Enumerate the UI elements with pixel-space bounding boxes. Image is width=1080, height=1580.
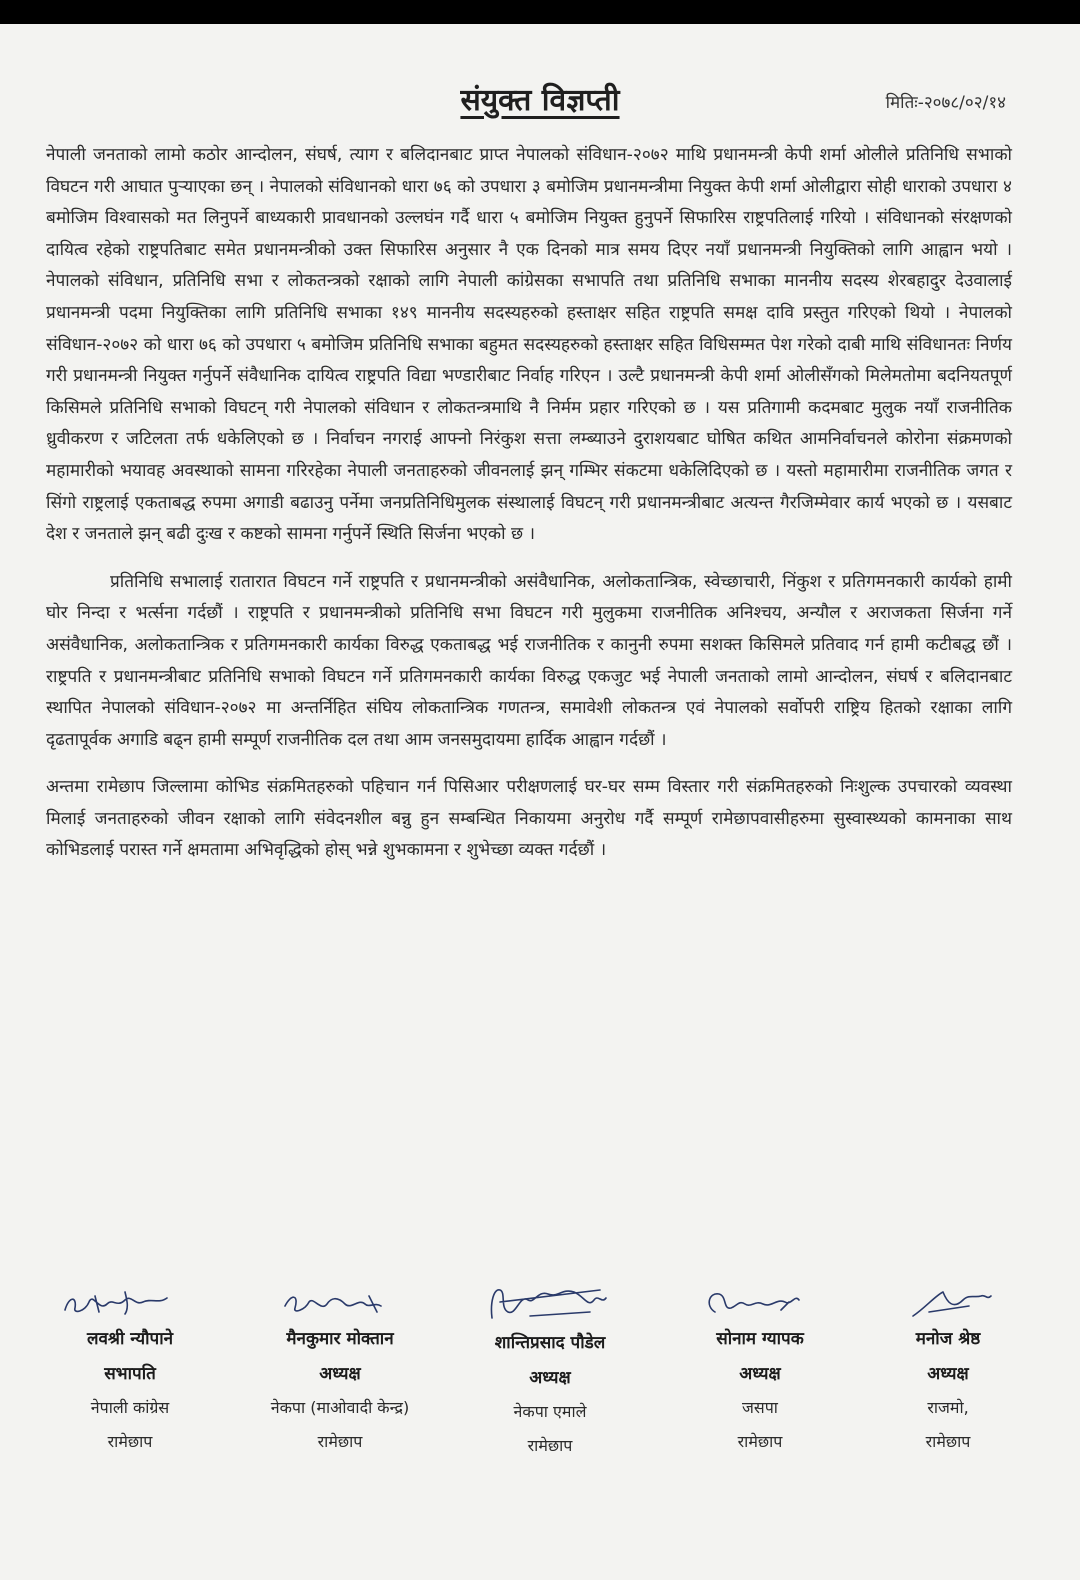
top-black-bar: [0, 0, 1080, 24]
paragraph-1: नेपाली जनताको लामो कठोर आन्दोलन, संघर्ष, त्याग र बलिदानबाट प्राप्त नेपालको संविधान-२०७२ माथि प्रधानमन्त्री केपी शर्मा ओलीले प्रतिनिधि सभाको विघटन गरी आघात पुऱ्याएका छन् । नेपालको संविधानको धारा ७६ को उपधारा ३ बमोजिम प्रधानमन्त्रीमा नियुक्त केपी शर्मा ओलीद्वारा सोही धाराको उपधारा ४ बमोजिम विश्वासको मत लिनुपर्ने बाध्यकारी प्रावधानको उल्लघंन गर्दै धारा ५ बमोजिम नियुक्त हुनुपर्ने सिफारिस राष्ट्रपतिलाई गरियो । संविधानको संरक्षणको दायित्व रहेको राष्ट्रपतिबाट समेत प्रधानमन्त्रीको उक्त सिफारिस अनुसार नै एक दिनको मात्र समय दिएर नयाँ प्रधानमन्त्री नियुक्तिको लागि आह्वान भयो । नेपालको संविधान, प्रतिनिधि सभा र लोकतन्त्रको रक्षाको लागि नेपाली कांग्रेसका सभापति तथा प्रतिनिधि सभाका माननीय सदस्य शेरबहादुर देउवालाई प्रधानमन्त्री पदमा नियुक्तिका लागि प्रतिनिधि सभाका १४९ माननीय सदस्यहरुको हस्ताक्षर सहित राष्ट्रपति समक्ष दावि प्रस्तुत गरिएको थियो । नेपालको संविधान-२०७२ को धारा ७६ को उपधारा ५ बमोजिम प्रतिनिधि सभाका बहुमत सदस्यहरुको हस्ताक्षर सहित विधिसम्मत पेश गरेको दाबी माथि संविधानतः निर्णय गरी प्रधानमन्त्री नियुक्त गर्नुपर्ने संवैधानिक दायित्व राष्ट्रपति विद्या भण्डारीबाट निर्वाह गरिएन । उल्टै प्रधानमन्त्री केपी शर्मा ओलीसँगको मिलेमतोमा बदनियतपूर्ण किसिमले प्रतिनिधि सभाको विघटन् गरी नेपालको संविधान र लोकतन्त्रमाथि नै निर्मम प्रहार गरिएको छ । यस प्रतिगामी कदमबाट मुलुक नयाँ राजनीतिक ध्रुवीकरण र जटिलता तर्फ धकेलिएको छ । निर्वाचन नगराई आफ्नो निरंकुश सत्ता लम्ब्याउने दुराशयबाट घोषित कथित आमनिर्वाचनले कोरोना संक्रमणको महामारीको भयावह अवस्थाको सामना गरिरहेका नेपाली जनताहरुको जीवनलाई झन् गम्भिर संकटमा धकेलिदिएको छ । यस्तो महामारीमा राजनीतिक जगत र सिंगो राष्ट्रलाई एकताबद्ध रुपमा अगाडी बढाउनु पर्नेमा जनप्रतिनिधिमुलक संस्थालाई विघटन् गरी प्रधानमन्त्रीबाट अत्यन्त गैरजिम्मेवार कार्य भएको छ । यसबाट देश र जनताले झन् बढी दुःख र कष्टको सामना गर्नुपर्ने स्थिति सिर्जना भएको छ ।: [46, 145, 1012, 545]
signatory-role: अध्यक्ष: [319, 1364, 361, 1384]
signatory-2: [240, 1282, 440, 1452]
signatory-5: [848, 1282, 1048, 1452]
signatory-4: [660, 1282, 860, 1452]
signature-5-handwriting: [873, 1282, 1023, 1322]
signatory-role: अध्यक्ष: [739, 1364, 781, 1384]
notice-body: [46, 140, 1012, 867]
paragraph-2: प्रतिनिधि सभालाई रातारात विघटन गर्ने राष्ट्रपति र प्रधानमन्त्रीको असंवैधानिक, अलोकतान्त्रिक, स्वेच्छाचारी, निंकुश र प्रतिगमनकारी कार्यको हामी घोर निन्दा र भर्त्सना गर्दछौं । राष्ट्रपति र प्रधानमन्त्रीको प्रतिनिधि सभा विघटन गरी मुलुकमा राजनीतिक अनिश्चय, अन्यौल र अराजकता सिर्जना गर्ने असंवैधानिक, अलोकतान्त्रिक र प्रतिगमनकारी कार्यका विरुद्ध एकताबद्ध भई राजनीतिक र कानुनी रुपमा सशक्त किसिमले प्रतिवाद गर्न हामी कटीबद्ध छौं । राष्ट्रपति र प्रधानमन्त्रीबाट प्रतिनिधि सभाको विघटन गर्ने प्रतिगमनकारी कार्यका विरुद्ध एकजुट भई नेपाली जनताको लामो आन्दोलन, संघर्ष र बलिदानबाट स्थापित नेपालको संविधान-२०७२ मा अन्तर्निहित संघिय लोकतान्त्रिक गणतन्त्र, समावेशी लोकतन्त्र एवं नेपालको सर्वोपरी राष्ट्रिय हितको रक्षाका लागि दृढतापूर्वक अगाडि बढ्न हामी सम्पूर्ण राजनीतिक दल तथा आम जनसमुदायमा हार्दिक आह्वान गर्दछौं ।: [46, 571, 1012, 750]
signatory-place: रामेछाप: [317, 1432, 363, 1451]
signatory-place: रामेछाप: [527, 1436, 573, 1455]
signatory-place: रामेछाप: [925, 1432, 971, 1451]
signatory-name: मनोज श्रेष्ठ: [915, 1329, 981, 1349]
paragraph-3: अन्तमा रामेछाप जिल्लामा कोभिड संक्रमितहरुको पहिचान गर्न पिसिआर परीक्षणलाई घर-घर सम्म विस्तार गरी संक्रमितहरुको निःशुल्क उपचारको व्यवस्था मिलाई जनताहरुको जीवन रक्षाको लागि संवेदनशील बन्नु हुन सम्बन्धित निकायमा अनुरोध गर्दै सम्पूर्ण रामेछापवासीहरुमा सुस्वास्थ्यको कामनाका साथ कोभिडलाई परास्त गर्ने क्षमतामा अभिवृद्धिको होस् भन्ने शुभकामना र शुभेच्छा व्यक्त गर्दछौं ।: [46, 777, 1012, 861]
signatory-org: राजमो,: [927, 1398, 969, 1417]
signatory-org: नेकपा (माओवादी केन्द्र): [270, 1398, 410, 1417]
signature-block: [30, 1282, 1050, 1482]
signatory-role: अध्यक्ष: [927, 1364, 969, 1384]
signatory-name: लवश्री न्यौपाने: [86, 1329, 174, 1349]
signatory-name: मैनकुमार मोक्तान: [286, 1329, 394, 1349]
signatory-place: रामेछाप: [107, 1432, 153, 1451]
signatory-role: सभापति: [104, 1364, 156, 1384]
notice-title: संयुक्त विज्ञप्ती: [460, 83, 620, 118]
signatory-name: सोनाम ग्यापक: [716, 1329, 804, 1349]
signatory-org: जसपा: [742, 1398, 778, 1417]
notice-date: मितिः-२०७८/०२/१४: [885, 93, 1006, 113]
signatory-name: शान्तिप्रसाद पौडेल: [494, 1333, 606, 1353]
signatory-role: अध्यक्ष: [529, 1368, 571, 1388]
header-row: [40, 78, 1020, 128]
signature-4-handwriting: [685, 1282, 835, 1322]
signature-2-handwriting: [265, 1282, 415, 1322]
signature-3-handwriting: [470, 1282, 630, 1326]
signatory-org: नेपाली कांग्रेस: [90, 1398, 170, 1417]
signatory-place: रामेछाप: [737, 1432, 783, 1451]
signatory-org: नेकपा एमाले: [513, 1402, 587, 1421]
signatory-3: [450, 1282, 650, 1456]
signatory-1: [30, 1282, 230, 1452]
signature-1-handwriting: [55, 1282, 205, 1322]
